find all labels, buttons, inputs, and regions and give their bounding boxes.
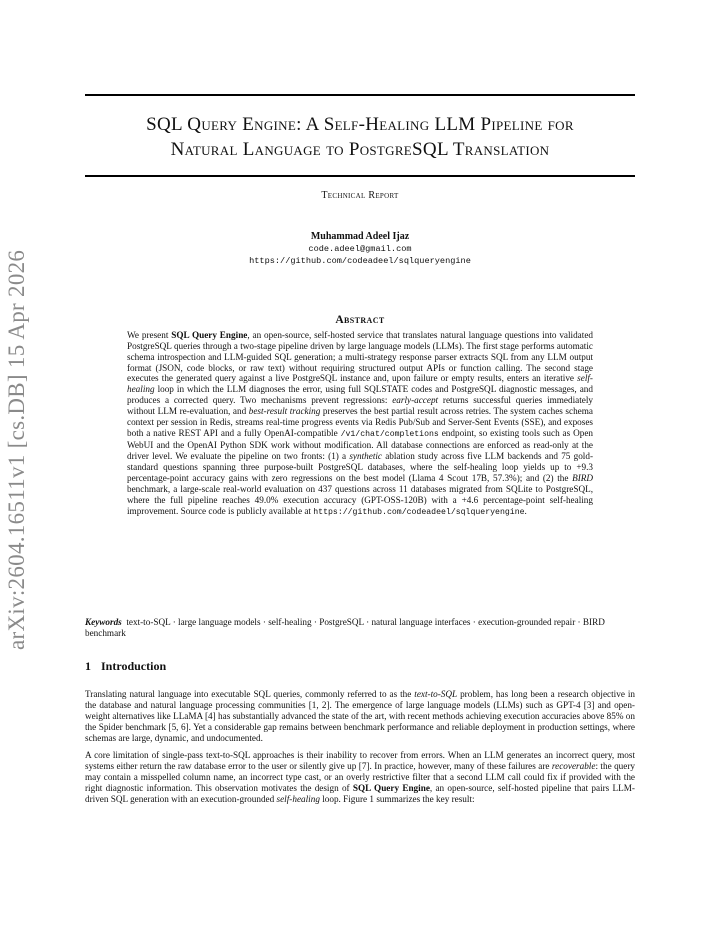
para-emphasis: recoverable bbox=[551, 760, 596, 771]
keywords-list: text-to-SQL · large language models · self-healing · PostgreSQL · natural language interfaces · execution-grounded repair · BIRD benchmark bbox=[85, 617, 605, 638]
abstract-text: loop in which the LLM diagnoses the error, using full SQLSTATE codes and PostgreSQL diagnostic messages, and produces a corrected query. Two mechanisms prevent regressions: bbox=[127, 384, 593, 406]
para-text: , an open-source, self-hosted pipeline that pairs LLM-driven SQL generation with an execution-grounded bbox=[85, 782, 635, 804]
abstract-system-name: SQL Query Engine bbox=[171, 330, 248, 340]
report-type: Technical Report bbox=[321, 190, 399, 201]
paper-title bbox=[85, 112, 635, 162]
abstract-source-url[interactable]: https://github.com/codeadeel/sqlqueryengine bbox=[313, 507, 525, 517]
para-system-name: SQL Query Engine bbox=[352, 782, 430, 793]
para-text: : the query may contain a misspelled column name, an incorrect type cast, or an overly restrictive filter that a second LLM call could fix if provided with the right diagnostic information. This observation motivates the design of bbox=[85, 760, 636, 793]
abstract-endpoint-code: /v1/chat/completions bbox=[340, 429, 439, 439]
author-name: Muhammad Adeel Ijaz bbox=[310, 231, 410, 242]
title-line-1: SQL Query Engine: A Self-Healing LLM Pipeline for bbox=[146, 114, 574, 135]
section-title: Introduction bbox=[101, 659, 167, 673]
section-number: 1 bbox=[85, 659, 91, 673]
abstract-emphasis: self-healing bbox=[127, 373, 593, 395]
abstract-body bbox=[127, 330, 593, 518]
para-emphasis: text-to-SQL bbox=[414, 689, 458, 699]
author-url[interactable]: https://github.com/codeadeel/sqlqueryengine bbox=[249, 256, 471, 266]
abstract-emphasis: BIRD bbox=[572, 472, 593, 483]
abstract-emphasis: best-result tracking bbox=[248, 405, 321, 416]
para-emphasis: self-healing bbox=[276, 793, 320, 804]
intro-paragraph-1 bbox=[85, 689, 635, 744]
keywords-label: Keywords bbox=[85, 617, 122, 627]
abstract-text: , an open-source, self-hosted service that translates natural language questions into validated PostgreSQL queries through a two-stage pipeline driven by large language models (LLMs). The first stage performs automatic schema introspection and LLM-guided SQL generation; a multi-strategy response parser extracts SQL from any LLM output format (JSON, code blocks, or raw text) without requiring structured output APIs or function calling. The second stage executes the generated query against a live PostgreSQL instance and, upon failure or empty results, enters an iterative bbox=[127, 330, 593, 384]
abstract-text: benchmark, a large-scale real-world evaluation on 437 questions across 11 databases migrated from SQLite to PostgreSQL, where the full pipeline reaches 49.0% execution accuracy (GPT-OSS-120B) with a +4.6 percentage-point self-healing improvement. Source code is publicly available at bbox=[127, 483, 593, 516]
author-block bbox=[85, 231, 635, 267]
title-top-rule bbox=[85, 94, 635, 96]
abstract-text: . bbox=[524, 505, 527, 516]
para-text: A core limitation of single-pass text-to-SQL approaches is their inability to recover from errors. When an LLM generates an incorrect query, most systems either return the raw database error to the user or silently give up [7]. In practice, however, many of these failures are bbox=[85, 750, 635, 771]
abstract-text: We present bbox=[127, 330, 172, 340]
abstract-emphasis: synthetic bbox=[349, 451, 382, 462]
abstract-text: endpoint, so existing tools such as Open WebUI and the OpenAI Python SDK work without modification. All database connections are enforced as read-only at the driver level. We evaluate the pipeline on two fronts: (1) a bbox=[127, 427, 593, 462]
para-text: problem, has long been a research objective in the database and natural language processing communities [1, 2]. The emergence of large language models (LLMs) such as GPT-4 [3] and open-weight alternatives like LLaMA [4] has substantially advanced the state of the art, with recent methods achieving execution accuracies above 85% on the Spider benchmark [5, 6]. Yet a considerable gap remains between benchmark performance and reliable deployment in production settings, where schemas are large, dynamic, and undocumented. bbox=[85, 689, 635, 743]
abstract-emphasis: early-accept bbox=[392, 395, 439, 406]
para-text: Translating natural language into executable SQL queries, commonly referred to as the bbox=[85, 689, 415, 699]
abstract-text: preserves the best partial result across retries. The system caches schema context per session in Redis, streams real-time progress events via Redis Pub/Sub and Server-Sent Events (SSE), and exposes both a native REST API and a fully OpenAI-compatible bbox=[127, 405, 593, 438]
title-line-2: Natural Language to PostgreSQL Translation bbox=[170, 139, 550, 160]
intro-paragraph-2 bbox=[85, 750, 635, 805]
abstract-text: returns successful queries immediately without LLM re-evaluation, and bbox=[127, 395, 593, 416]
abstract-heading: Abstract bbox=[335, 314, 385, 326]
keywords bbox=[85, 617, 635, 639]
author-email[interactable]: code.adeel@gmail.com bbox=[308, 244, 412, 254]
section-heading bbox=[85, 659, 635, 674]
arxiv-side-stamp: arXiv:2604.16511v1 [cs.DB] 15 Apr 2026 bbox=[4, 249, 29, 650]
title-bottom-rule bbox=[85, 175, 635, 177]
para-text: loop. Figure 1 summarizes the key result: bbox=[319, 793, 475, 804]
abstract-text: ablation study across five LLM backends and 75 gold-standard questions spanning three purpose-built PostgreSQL databases, where the self-healing loop yields up to +9.3 percentage-point accuracy gains with zero regressions on the best model (Llama 4 Scout 17B, 57.3%); and (2) the bbox=[127, 451, 593, 483]
